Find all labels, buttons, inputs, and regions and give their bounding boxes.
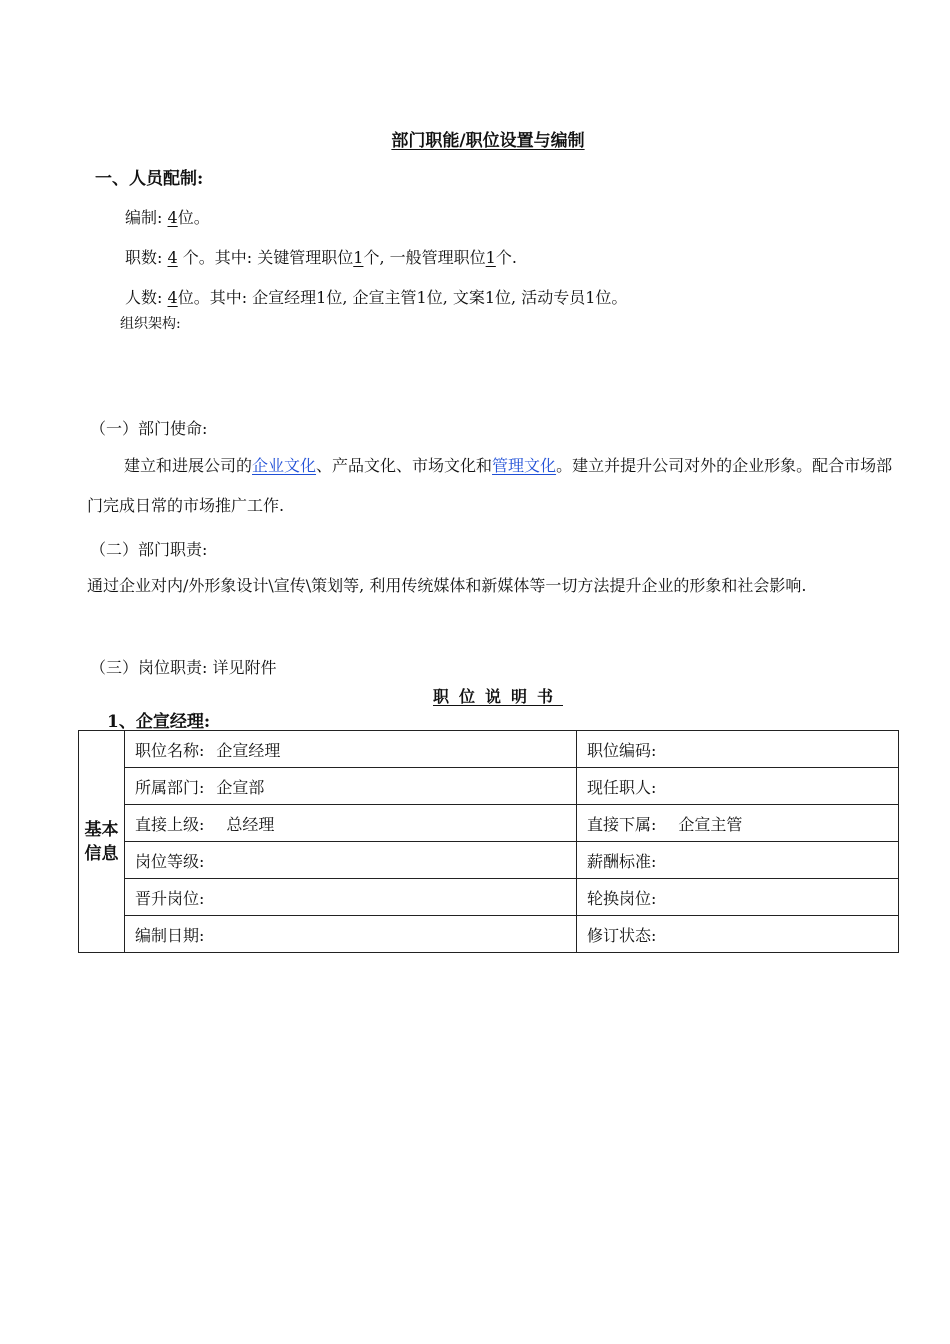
cell-label: 轮换岗位: [587, 888, 657, 908]
mission-paragraph [87, 446, 895, 526]
table-cell [577, 879, 899, 916]
cell-label: 岗位等级: [135, 851, 205, 871]
link-management-culture[interactable]: 管理文化 [492, 456, 557, 475]
renshu-value: 4 [167, 288, 178, 307]
mission-text-a: 建立和进展公司的 [124, 456, 253, 475]
side-label-line-1: 基本 [84, 819, 119, 840]
cell-value: 企宣部 [216, 777, 265, 797]
cell-label: 所属部门: [135, 777, 205, 797]
cell-value: 企宣经理 [216, 740, 281, 760]
job-description-title: 职位说明书 [432, 687, 563, 706]
renshu-line [125, 285, 627, 308]
table-row [79, 916, 899, 953]
table-cell [577, 731, 899, 768]
table-cell [577, 768, 899, 805]
basic-info-side-label [79, 731, 125, 953]
table-row [79, 768, 899, 805]
job-subheading: 1、企宣经理: [107, 712, 211, 732]
cell-label: 直接下属: [587, 814, 657, 834]
zhishu-general-count: 1 [485, 248, 496, 267]
mission-text-b: 、产品文化、市场文化和 [316, 456, 493, 475]
table-cell [125, 842, 577, 879]
table-row [79, 842, 899, 879]
cell-label: 直接上级: [135, 814, 205, 834]
table-row [79, 879, 899, 916]
link-corporate-culture[interactable]: 企业文化 [252, 456, 317, 475]
zhishu-mid: 个。其中: 关键管理职位 [182, 248, 354, 267]
table-cell [125, 731, 577, 768]
bianzhi-label: 编制: [125, 208, 163, 227]
table-cell [577, 916, 899, 953]
bianzhi-suffix: 位。 [177, 208, 210, 227]
cell-label: 薪酬标准: [587, 851, 657, 871]
cell-label: 职位编码: [587, 740, 657, 760]
zhishu-mid2: 个, 一般管理职位 [363, 248, 486, 267]
table-cell [577, 805, 899, 842]
renshu-text: 位。其中: 企宣经理1位, 企宣主管1位, 文案1位, 活动专员1位。 [177, 288, 628, 307]
table-cell [125, 805, 577, 842]
side-label-line-2: 信息 [84, 843, 119, 864]
cell-label: 编制日期: [135, 925, 205, 945]
zhishu-end: 个. [495, 248, 517, 267]
cell-label: 现任职人: [587, 777, 657, 797]
table-cell [125, 916, 577, 953]
post-duty-heading: （三）岗位职责: 详见附件 [90, 658, 277, 677]
table-row [79, 731, 899, 768]
basic-info-table [78, 730, 899, 953]
mission-text-c: 。建立并提升公司对外的企业形象。配合市场部门完成日常的市场推广工作. [87, 456, 893, 515]
cell-value: 企宣主管 [678, 814, 743, 834]
zhishu-key-count: 1 [353, 248, 364, 267]
org-structure-label: 组织架构: [120, 316, 181, 332]
section-heading-staffing: 一、人员配制: [95, 169, 204, 189]
bianzhi-line [125, 205, 210, 228]
cell-value: 总经理 [226, 814, 275, 834]
cell-label: 修订状态: [587, 925, 657, 945]
bianzhi-value: 4 [167, 208, 178, 227]
zhishu-value: 4 [167, 248, 178, 267]
cell-label: 晋升岗位: [135, 888, 205, 908]
renshu-label: 人数: [125, 288, 163, 307]
cell-label: 职位名称: [135, 740, 205, 760]
document-title: 部门职能/职位设置与编制 [391, 131, 585, 151]
table-cell [577, 842, 899, 879]
table-cell [125, 879, 577, 916]
duty-heading: （二）部门职责: [90, 540, 208, 559]
table-cell [125, 768, 577, 805]
zhishu-label: 职数: [125, 248, 163, 267]
mission-heading: （一）部门使命: [90, 419, 208, 438]
duty-paragraph: 通过企业对内/外形象设计\宣传\策划等, 利用传统媒体和新媒体等一切方法提升企业的形象和社会影响. [87, 576, 807, 595]
table-row [79, 805, 899, 842]
zhishu-line [125, 245, 517, 268]
